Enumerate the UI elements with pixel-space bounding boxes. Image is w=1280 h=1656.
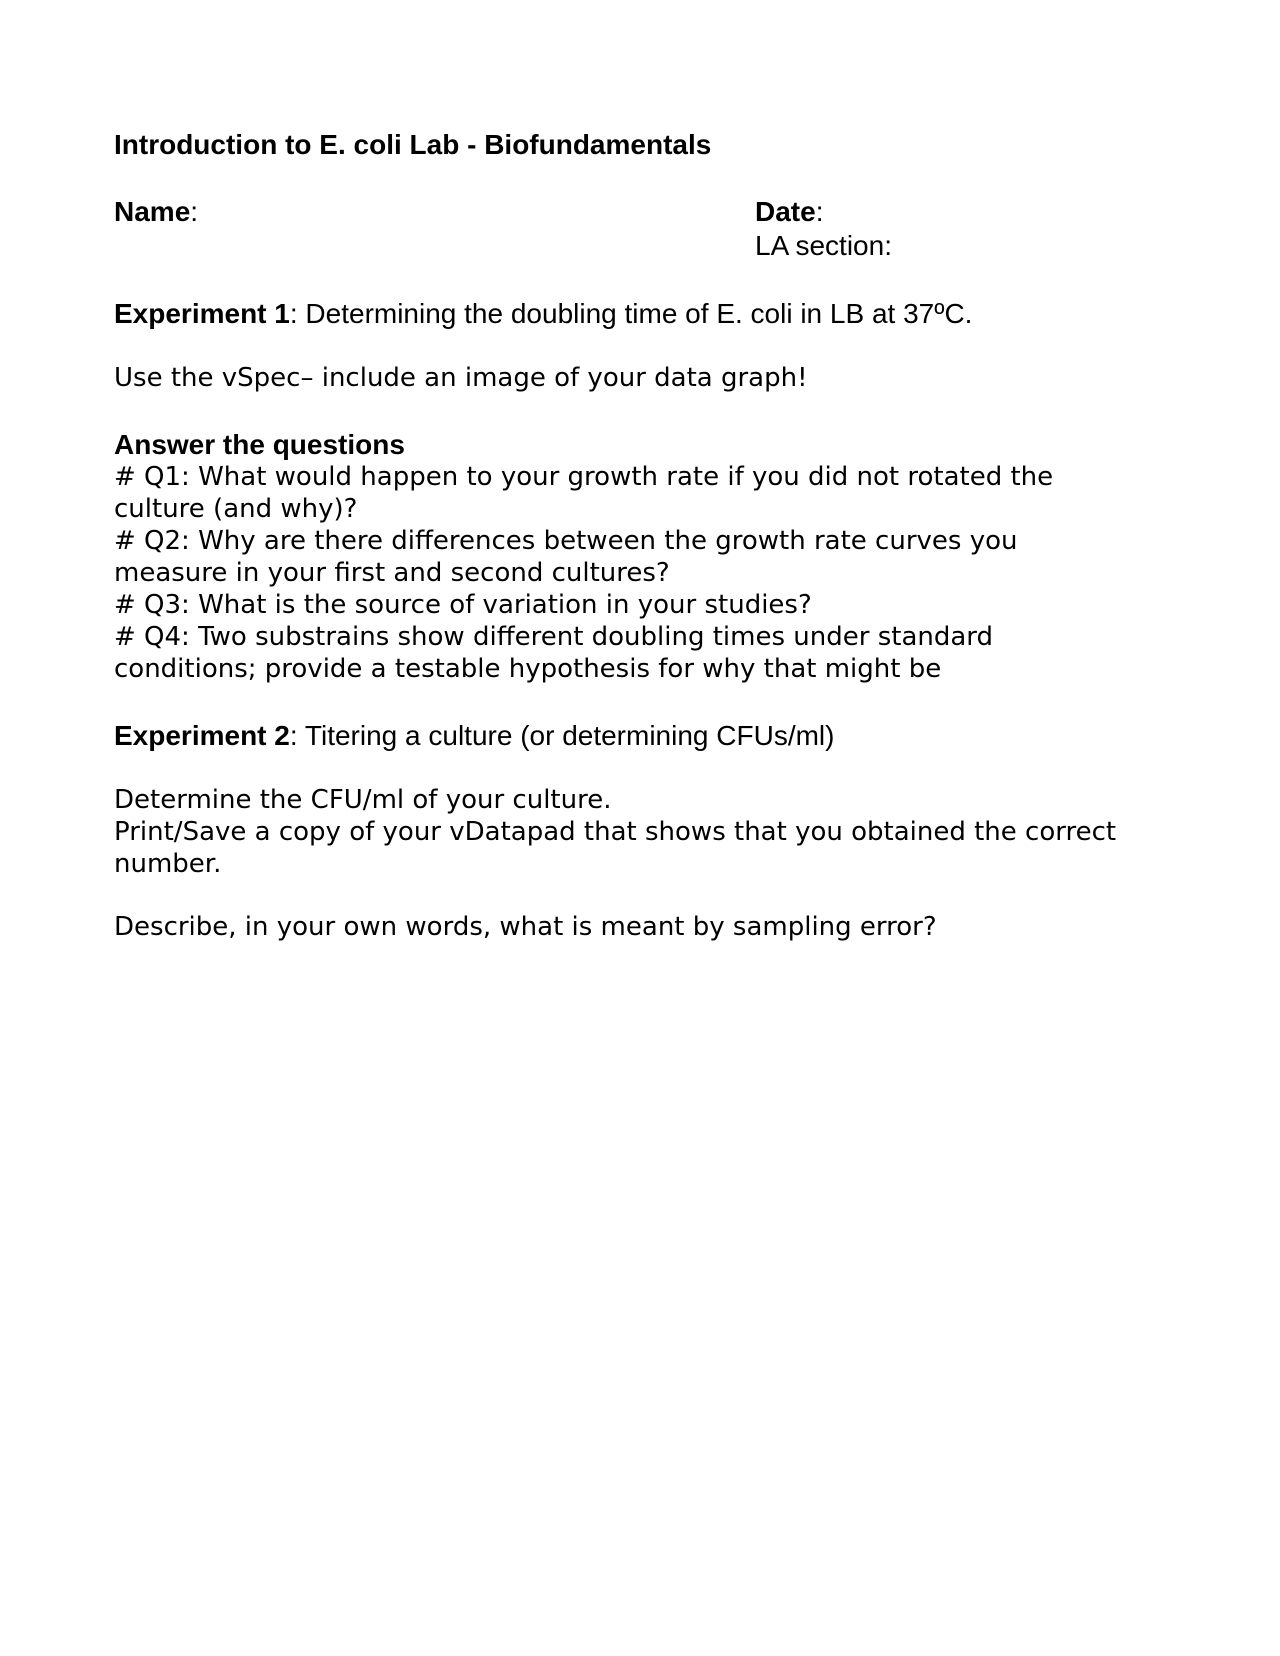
experiment1-description: : Determining the doubling time of E. coli in LB at 37ºC.	[289, 298, 973, 329]
name-field-label	[114, 195, 198, 229]
cfu-instruction-line2: Print/Save a copy of your vDatapad that shows that you obtained the correct	[114, 817, 1117, 847]
question-q4-line1: # Q4: Two substrains show different doubling times under standard	[114, 622, 994, 652]
experiment2-label: Experiment 2	[114, 720, 290, 751]
questions-list	[114, 461, 1053, 685]
experiment2-description: : Titering a culture (or determining CFUs/ml)	[289, 720, 835, 751]
date-colon: :	[815, 196, 824, 227]
question-q2-line2: measure in your first and second cultures?	[114, 558, 670, 588]
question-q1-line2: culture (and why)?	[114, 494, 358, 524]
sampling-error-question: Describe, in your own words, what is meant by sampling error?	[114, 912, 937, 942]
la-section-label: LA section:	[755, 230, 892, 261]
name-colon: :	[190, 196, 199, 227]
cfu-instruction-line1: Determine the CFU/ml of your culture.	[114, 785, 612, 815]
question-q3-line1: # Q3: What is the source of variation in your studies?	[114, 590, 812, 620]
name-label: Name	[114, 196, 191, 227]
date-field-label	[755, 195, 823, 229]
experiment1-label: Experiment 1	[114, 298, 290, 329]
question-q4-line2: conditions; provide a testable hypothesis for why that might be	[114, 654, 942, 684]
questions-heading: Answer the questions	[114, 429, 405, 460]
experiment1-heading	[114, 297, 972, 331]
document-title: Introduction to E. coli Lab - Biofundamentals	[114, 129, 712, 160]
question-q1-line1: # Q1: What would happen to your growth rate if you did not rotated the	[114, 462, 1054, 492]
question-q2-line1: # Q2: Why are there differences between the growth rate curves you	[114, 526, 1018, 556]
experiment2-heading	[114, 719, 834, 753]
cfu-instructions	[114, 784, 1116, 880]
vspec-instruction: Use the vSpec– include an image of your data graph!	[114, 363, 808, 393]
date-label: Date	[755, 196, 816, 227]
cfu-instruction-line3: number.	[114, 849, 222, 879]
